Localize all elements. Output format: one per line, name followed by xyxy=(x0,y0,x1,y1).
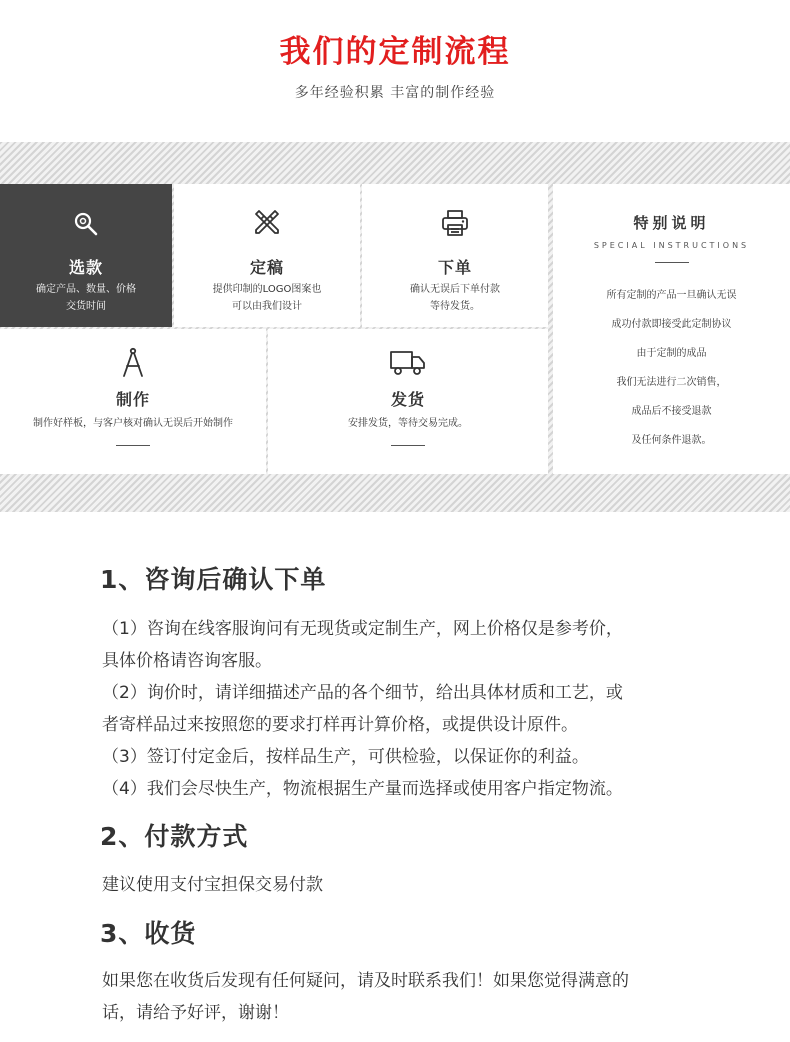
process-flow xyxy=(0,142,790,512)
step-order-desc-2: 等待发货。 xyxy=(430,301,480,312)
printer-icon xyxy=(440,208,470,238)
page-title: 我们的定制流程 xyxy=(279,34,511,70)
step-ship-divider xyxy=(391,445,425,446)
step-make-divider xyxy=(116,445,150,446)
section-line: （3）签订付定金后，按样品生产，可供检验，以保证你的利益。 xyxy=(102,747,589,767)
special-subtitle-en: SPECIAL INSTRUCTIONS xyxy=(593,241,750,250)
step-ship xyxy=(268,329,548,474)
step-order-title: 下单 xyxy=(437,258,472,277)
step-select xyxy=(0,184,172,327)
section-title-receipt: 3、收货 xyxy=(100,919,197,948)
step-make-title: 制作 xyxy=(115,390,150,409)
section-line: （2）询价时，请详细描述产品的各个细节，给出具体材质和工艺，或 xyxy=(102,683,623,703)
truck-icon xyxy=(389,349,427,377)
section-line: （1）咨询在线客服询问有无现货或定制生产，网上价格仅是参考价， xyxy=(102,619,623,639)
special-divider xyxy=(655,262,689,263)
section-title-payment: 2、付款方式 xyxy=(100,822,249,851)
step-draft-title: 定稿 xyxy=(249,258,284,277)
step-order xyxy=(362,184,548,327)
step-draft-desc-2: 可以由我们设计 xyxy=(232,301,302,312)
section-title-consult: 1、咨询后确认下单 xyxy=(100,565,327,594)
step-ship-desc: 安排发货，等待交易完成。 xyxy=(348,418,468,429)
section-line: 建议使用支付宝担保交易付款 xyxy=(102,875,323,895)
design-tools-icon xyxy=(251,206,283,238)
step-draft xyxy=(174,184,360,327)
step-order-desc-1: 确认无误后下单付款 xyxy=(410,284,500,295)
header xyxy=(0,0,790,140)
special-line: 由于定制的成品 xyxy=(636,348,707,359)
step-draft-desc-1: 提供印制的LOGO图案也 xyxy=(212,284,322,295)
step-make-desc: 制作好样板，与客户核对确认无误后开始制作 xyxy=(33,418,233,429)
page-subtitle: 多年经验积累 丰富的制作经验 xyxy=(294,85,496,101)
special-line: 成功付款即接受此定制协议 xyxy=(611,319,732,330)
section-line: 具体价格请咨询客服。 xyxy=(102,651,272,671)
step-select-desc-2: 交货时间 xyxy=(66,301,106,312)
step-ship-title: 发货 xyxy=(390,390,425,409)
special-line: 及任何条件退款。 xyxy=(631,435,712,446)
step-make xyxy=(0,329,266,474)
search-icon xyxy=(73,211,99,237)
special-title: 特别说明 xyxy=(633,214,710,232)
section-line: 话，请给予好评，谢谢！ xyxy=(102,1003,289,1023)
content-sections xyxy=(0,512,790,1042)
compass-icon xyxy=(119,347,147,379)
special-line: 所有定制的产品一旦确认无误 xyxy=(606,290,737,301)
step-select-title: 选款 xyxy=(68,258,103,277)
section-line: 者寄样品过来按照您的要求打样再计算价格，或提供设计原件。 xyxy=(102,715,578,735)
special-instructions xyxy=(553,184,790,474)
section-line: 如果您在收货后发现有任何疑问，请及时联系我们！如果您觉得满意的 xyxy=(102,971,629,991)
section-line: （4）我们会尽快生产，物流根据生产量而选择或使用客户指定物流。 xyxy=(102,779,623,799)
special-line: 成品后不接受退款 xyxy=(631,406,712,417)
special-line: 我们无法进行二次销售， xyxy=(616,377,727,388)
step-select-desc-1: 确定产品、数量、价格 xyxy=(36,284,136,295)
